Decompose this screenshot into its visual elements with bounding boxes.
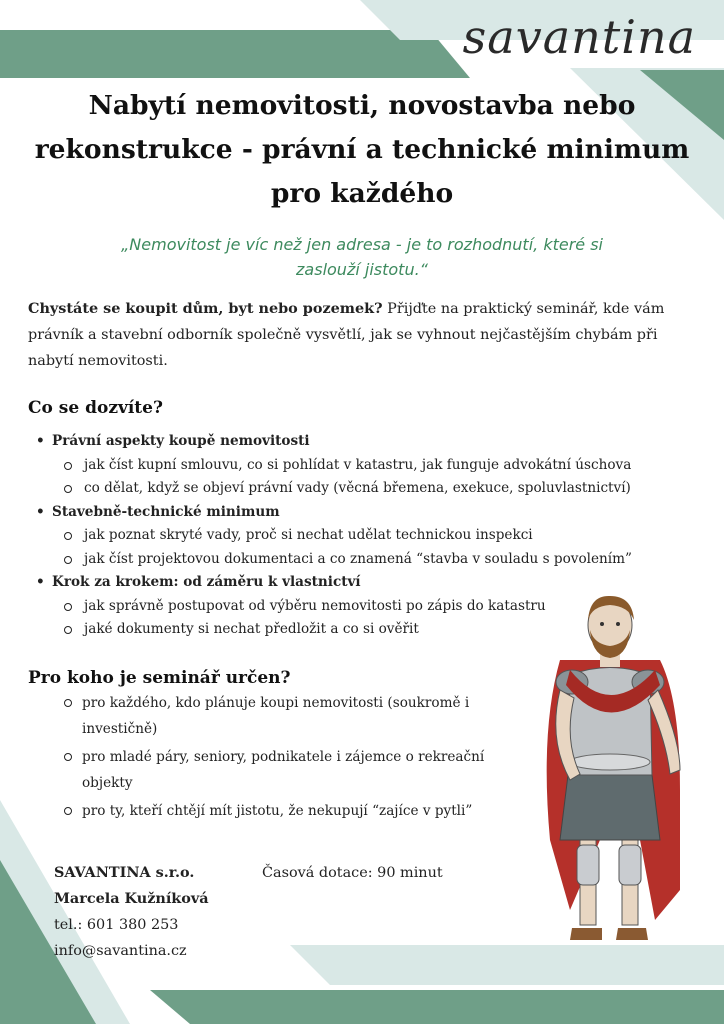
list-item-line: pro mladé páry, seniory, podnikatele i zájemce o rekreační (82, 749, 485, 765)
list-item (62, 690, 522, 742)
list-item: jak číst projektovou dokumentaci a co znamená “stavba v souladu s povolením” (52, 548, 716, 572)
list-item-line: objekty (82, 775, 133, 791)
brand-logo: savantina (462, 10, 696, 64)
list-item (62, 744, 522, 796)
group-title: Stavebně-technické minimum (52, 503, 280, 520)
group-title: Krok za krokem: od záměru k vlastnictví (52, 574, 361, 590)
contact-person: Marcela Kužníková (54, 890, 209, 907)
audience-heading: Pro koho je seminář určen? (28, 668, 291, 688)
roman-figure-icon (530, 590, 690, 960)
phone-text: tel.: 601 380 253 (54, 917, 179, 933)
list-item-line: pro každého, kdo plánuje koupi nemovitosti (soukromě i (82, 695, 470, 711)
bottom-stripe (150, 990, 724, 1024)
title-line: pro každého (270, 178, 454, 209)
group-title: Právní aspekty koupě nemovitosti (52, 433, 310, 449)
list-item (36, 430, 716, 501)
list-item: jak číst kupní smlouvu, co si pohlídat v katastru, jak funguje advokátní úschova (52, 454, 716, 478)
list-item: co dělat, když se objeví právní vady (věcná břemena, exekuce, spoluvlastnictví) (52, 477, 716, 501)
list-item: jak správně postupovat od výběru nemovitosti po zápis do katastru (52, 595, 716, 619)
learn-heading: Co se dozvíte? (28, 398, 163, 418)
contact-block (54, 860, 209, 964)
intro-bold: Chystáte se koupit dům, byt nebo pozemek? (28, 300, 383, 317)
intro-text: právník a stavební odborník společně vysvětlí, jak se vyhnout nejčastějším chybám při (28, 327, 658, 343)
email-text: info@savantina.cz (54, 943, 187, 959)
list-item: jaké dokumenty si nechat předložit a co si ověřit (52, 618, 716, 642)
audience-list (62, 690, 522, 826)
list-item (36, 501, 716, 572)
quote-line: zaslouží jistotu.“ (296, 260, 428, 279)
list-item-line: pro ty, kteří chtějí mít jistotu, že nekupují “zajíce v pytli” (82, 803, 473, 819)
list-item: jak poznat skryté vady, proč si nechat udělat technickou inspekci (52, 524, 716, 548)
duration-text: Časová dotace: 90 minut (262, 865, 443, 881)
company-name: SAVANTINA s.r.o. (54, 864, 195, 881)
quote (40, 232, 684, 282)
list-item (62, 798, 522, 824)
intro-text: nabytí nemovitosti. (28, 353, 168, 369)
title-line: rekonstrukce - právní a technické minimum (34, 134, 690, 165)
quote-line: „Nemovitost je víc než jen adresa - je to rozhodnutí, které si (121, 235, 603, 254)
page-title (20, 84, 704, 216)
title-line: Nabytí nemovitosti, novostavba nebo (88, 90, 636, 121)
intro-text: Přijďte na praktický seminář, kde vám (382, 301, 665, 317)
intro-paragraph (28, 296, 700, 374)
list-item-line: investičně) (82, 721, 158, 737)
